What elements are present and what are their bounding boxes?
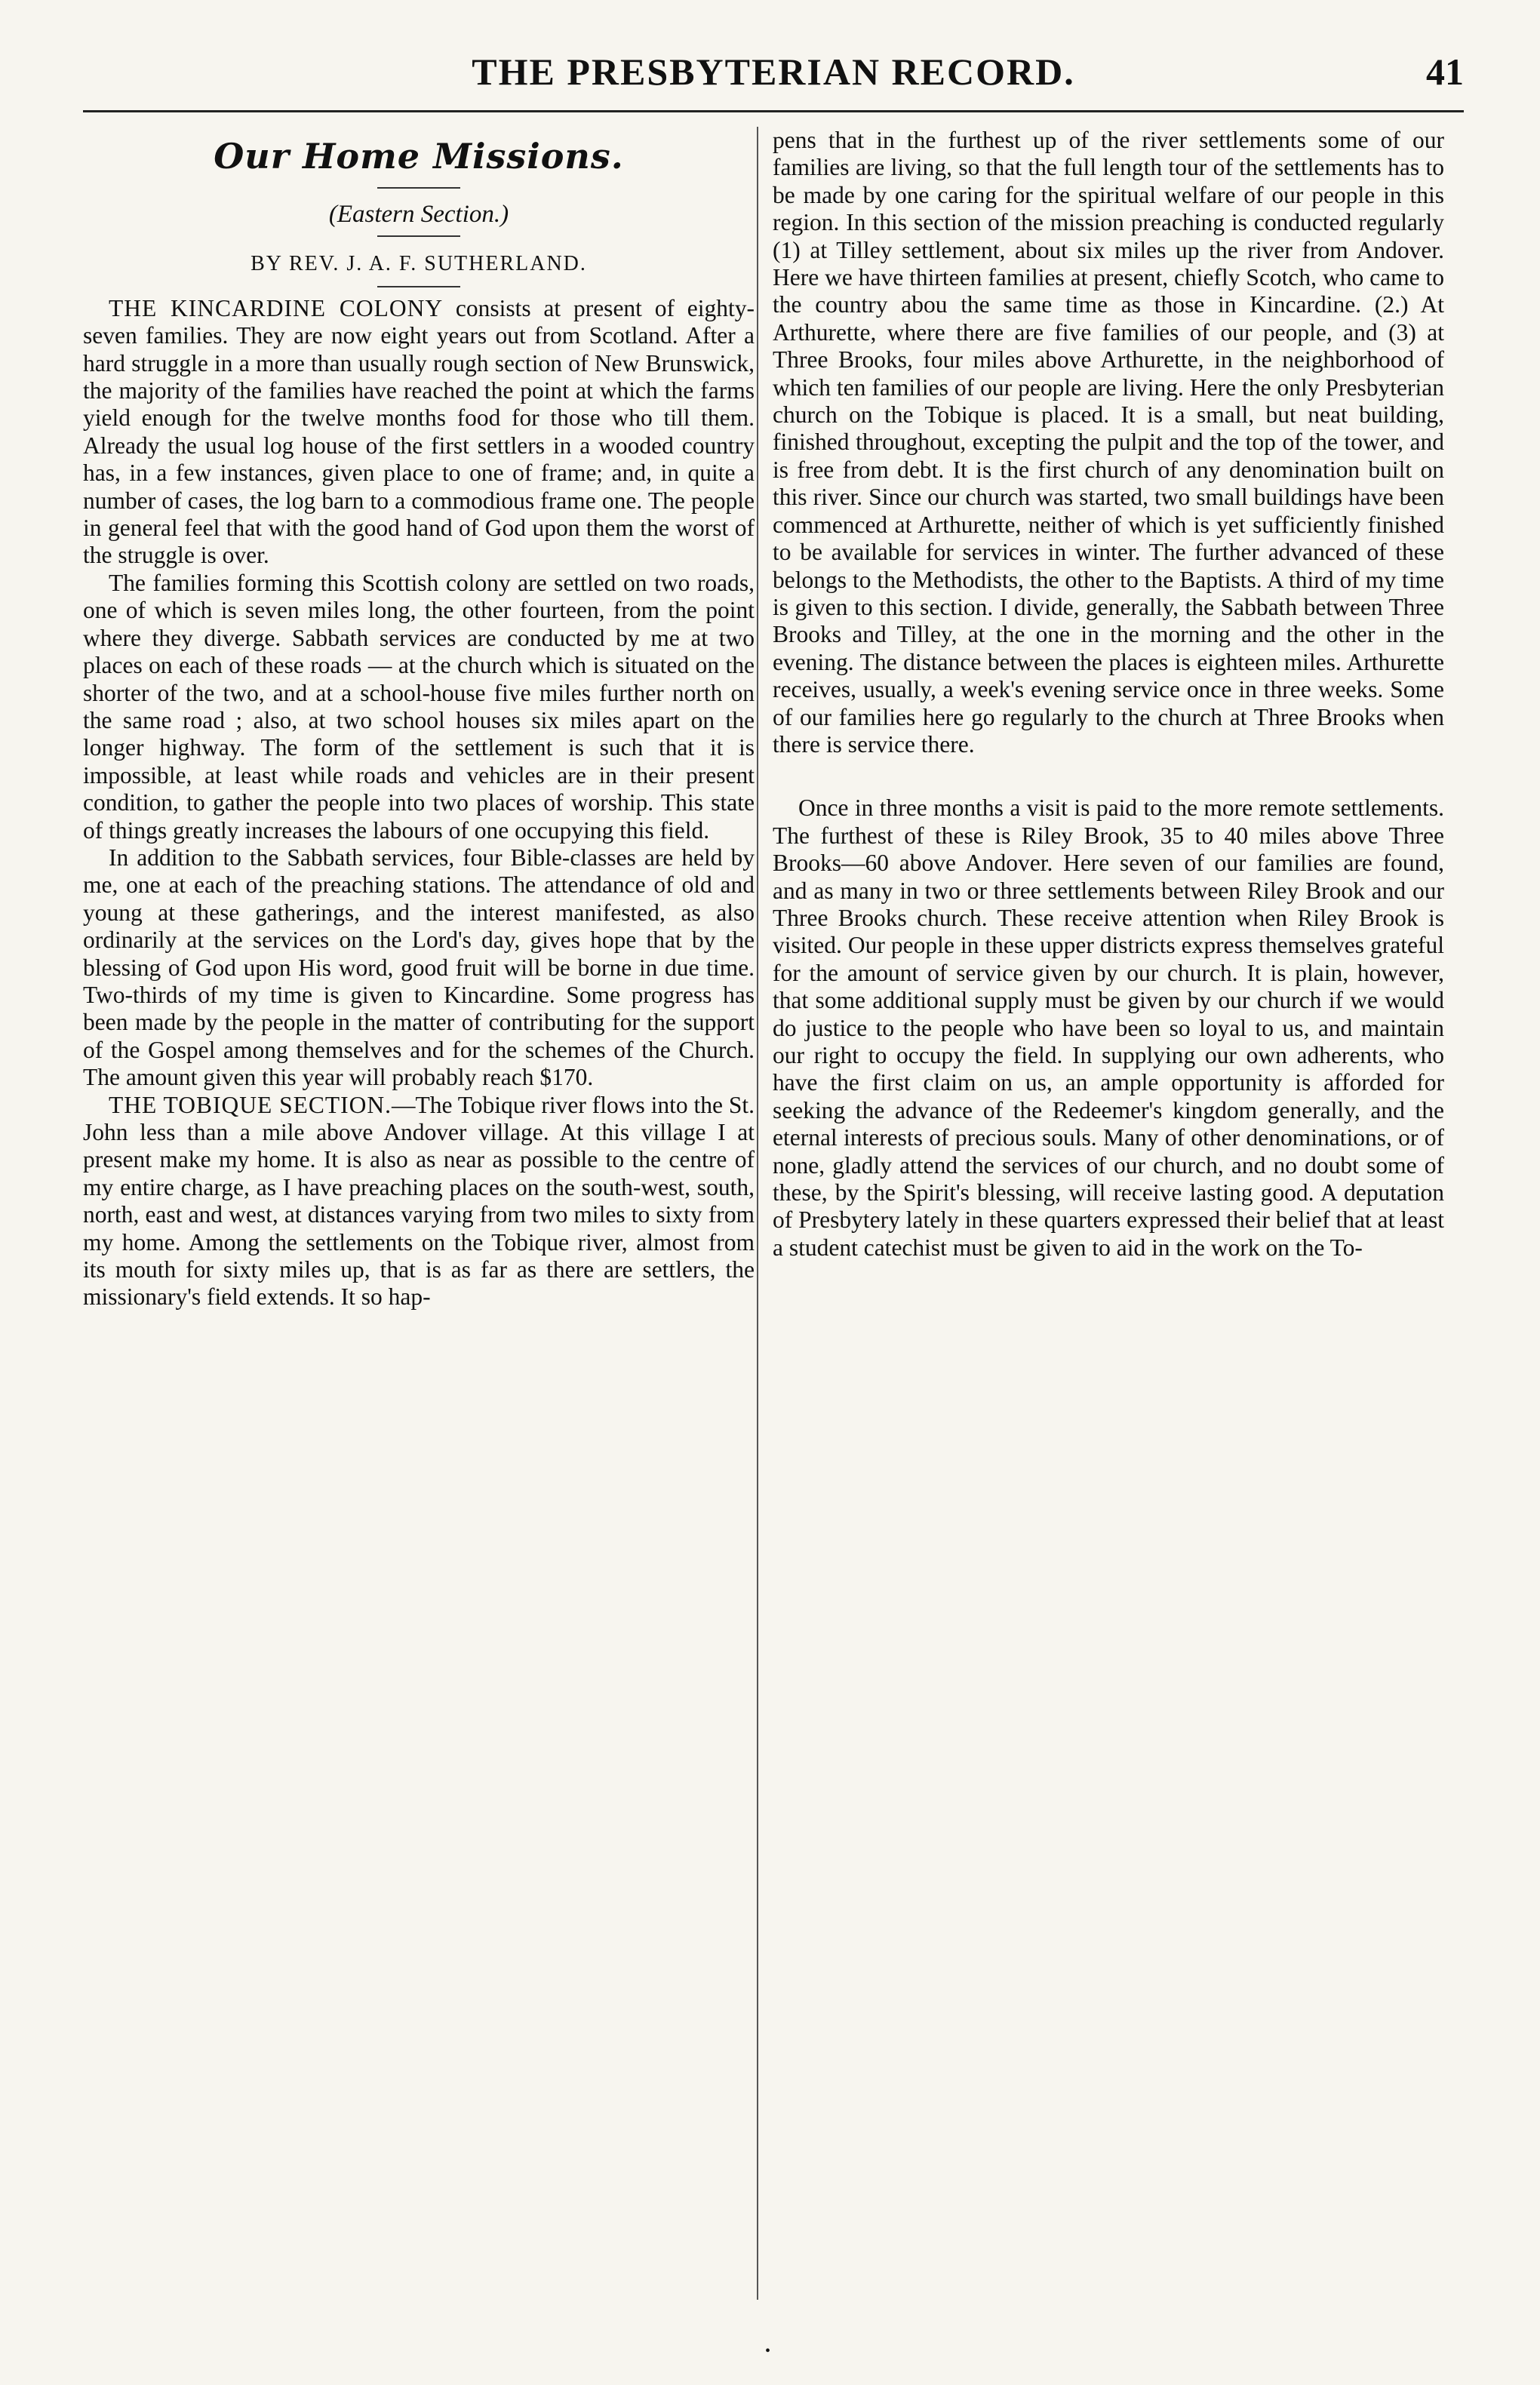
article-subtitle: (Eastern Section.) [328, 201, 509, 228]
article-title: Our Home Missions. [214, 136, 624, 177]
paragraph: Once in three months a visit is paid to the more remote settlements. The furthest of these is Riley Brook, 35 to 40 miles above Three Brooks—60 above Andover. Here seven of our families are found, and as many in two or three settlements between Riley Brook and our Three Brooks church. These receive attention when Riley Brook is visited. Our people in these upper districts express themselves grateful for the amount of service given by our church. It is plain, however, that some additional supply must be given by our church if we would do justice to the people who have been so loyal to us, and maintain our right to occupy the field. In supplying our own adherents, who have the first claim on us, an ample opportunity is afforded for seeking the advance of the Redeemer's kingdom generally, and the eternal interests of precious souls. Many of other denominations, or of none, gladly attend the services of our church, and no doubt some of these, by the Spirit's blessing, will receive lasting good. A deputation of Presbytery lately in these quarters expressed their belief that at least a student catechist must be given to aid in the work on the To- [773, 794, 1444, 1261]
paragraph: The families forming this Scottish colony are settled on two roads, one of which is seven miles long, the other fourteen, from the point where they diverge. Sabbath services are conducted by me at two places on each of these roads — at the church which is situated on the shorter of the two, and at a school-house five miles further north on the same road ; also, at two school houses six miles apart on the longer highway. The form of the settlement is such that it is impossible, at least while roads and vehicles are in their present condition, to gather the people into two places of worship. This state of things greatly increases the labours of one occupying this field. [83, 569, 755, 844]
paragraph-text: —The Tobique river flows into the St. John less than a mile above Andover village. At this village I at present make my home. It is also as near as possible to the centre of my entire charge, as I have preaching places on the south-west, south, north, east and west, at distances varying from two miles to sixty from my home. Among the settlements on the Tobique river, almost from its mouth for sixty miles up, that is as far as there are settlers, the missionary's field extends. It so hap- [83, 1091, 755, 1311]
page-header [83, 47, 1464, 107]
paragraph-gap [773, 758, 1444, 794]
subtitle-rule [377, 235, 460, 237]
footer-mark: • [765, 2343, 771, 2359]
paragraph [83, 295, 755, 570]
byline-rule [377, 286, 460, 287]
article-byline: BY REV. J. A. F. SUTHERLAND. [251, 252, 587, 276]
paragraph-text: consists at present of eighty-seven families. They are now eight years out from Scotland. After a hard struggle in a more than usually rough section of New Brunswick, the majority of the families have reached the point at which the farms yield enough for the twelve months food for those who till them. Already the usual log house of the first settlers in a wooded country has, in a few instances, given place to one of frame; and, in quite a number of cases, the log barn to a commodious frame one. The people in general feel that with the good hand of God upon them the worst of the struggle is over. [83, 294, 755, 569]
title-rule [377, 187, 460, 189]
right-column [773, 127, 1444, 1262]
header-rule [83, 110, 1464, 112]
column-divider [757, 127, 758, 2300]
section-heading: THE TOBIQUE SECTION. [109, 1091, 392, 1118]
paragraph [83, 1092, 755, 1311]
paragraph: pens that in the furthest up of the river settlements some of our families are living, so that the full length tour of the settlements has to be made by one caring for the spiritual welfare of our people in this region. In this section of the mission preaching is conducted regularly (1) at Tilley settlement, about six miles up the river from Andover. Here we have thirteen families at present, chiefly Scotch, who came to the country abou the same time as those in Kincardine. (2.) At Arthurette, where there are five families of our people, and (3) at Three Brooks, four miles above Arthurette, in the neighborhood of which ten families of our people are living. Here the only Presbyterian church on the Tobique is placed. It is a small, but neat building, finished throughout, excepting the pulpit and the top of the tower, and is free from debt. It is the first church of any denomination built on this river. Since our church was started, two small buildings have been commenced at Arthurette, neither of which is yet sufficiently finished to be available for services in winter. The further advanced of these belongs to the Methodists, the other to the Baptists. A third of my time is given to this section. I divide, generally, the Sabbath between Three Brooks and Tilley, at the one in the morning and the other in the evening. The distance between the places is eighteen miles. Arthurette receives, usually, a week's evening service once in three weeks. Some of our families here go regularly to the church at Three Brooks when there is service there. [773, 127, 1444, 758]
paragraph: In addition to the Sabbath services, four Bible-classes are held by me, one at each of the preaching stations. The attendance of old and young at these gatherings, and the interest manifested, as also ordinarily at the services on the Lord's day, gives hope that by the blessing of God upon His word, good fruit will be borne in due time. Two-thirds of my time is given to Kincardine. Some progress has been made by the people in the matter of contributing for the support of the Gospel among themselves and for the schemes of the Church. The amount given this year will probably reach $170. [83, 844, 755, 1091]
page-number: 41 [1426, 51, 1464, 93]
paragraph-lead: THE KINCARDINE COLONY [109, 294, 444, 321]
running-title: THE PRESBYTERIAN RECORD. [472, 51, 1075, 93]
left-column [83, 127, 755, 1311]
